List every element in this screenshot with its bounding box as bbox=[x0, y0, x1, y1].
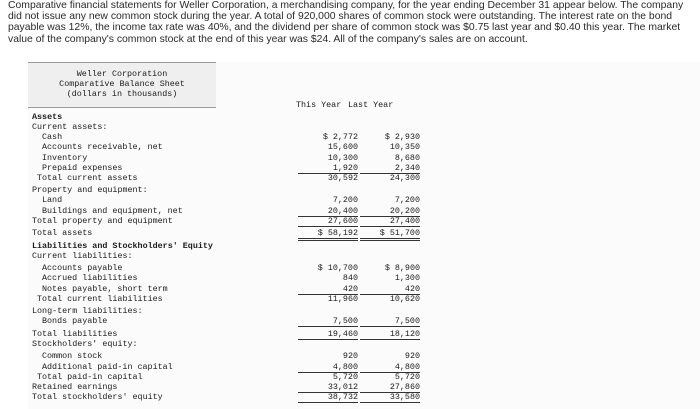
value-this-year: 20,400 bbox=[298, 206, 358, 217]
value-this-year: 7,500 bbox=[298, 316, 358, 327]
value-last-year: 420 bbox=[360, 284, 420, 295]
value-last-year: 27,860 bbox=[360, 382, 420, 393]
value-last-year: 18,120 bbox=[360, 329, 420, 340]
row-label: Property and equipment: bbox=[32, 185, 148, 196]
balance-sheet bbox=[28, 62, 700, 409]
value-this-year: 27,600 bbox=[298, 216, 358, 227]
value-this-year: 11,960 bbox=[327, 293, 358, 304]
value-this-year: 420 bbox=[298, 284, 358, 295]
value-last-year: 24,300 bbox=[389, 172, 420, 183]
company-name: Weller Corporation bbox=[76, 69, 168, 79]
value-last-year: 920 bbox=[404, 351, 420, 362]
row-label: Long-term liabilities: bbox=[32, 306, 143, 317]
value-this-year: $ 10,700 bbox=[317, 263, 358, 274]
value-last-year: 10,620 bbox=[389, 293, 420, 304]
row-label: Bonds payable bbox=[42, 316, 108, 327]
row-label: Land bbox=[42, 195, 63, 206]
row-label: Common stock bbox=[42, 351, 103, 362]
row-label: Total liabilities bbox=[32, 328, 118, 339]
row-label: Liabilities and Stockholders' Equity bbox=[32, 240, 213, 251]
row-label: Total current assets bbox=[37, 172, 138, 183]
row-label: Accounts receivable, net bbox=[42, 142, 163, 153]
value-this-year: 33,012 bbox=[298, 382, 358, 393]
row-label: Current liabilities: bbox=[32, 250, 133, 261]
row-label: Buildings and equipment, net bbox=[42, 205, 183, 216]
value-last-year: $ 51,700 bbox=[360, 228, 420, 241]
value-this-year: 38,732 bbox=[298, 392, 358, 403]
value-last-year: 1,300 bbox=[394, 273, 420, 284]
value-this-year: 7,200 bbox=[332, 195, 358, 206]
statement-title: Comparative Balance Sheet bbox=[59, 79, 185, 89]
value-this-year: 15,600 bbox=[327, 142, 358, 153]
value-this-year: 920 bbox=[342, 351, 358, 362]
value-last-year: 8,680 bbox=[394, 152, 420, 163]
row-label: Notes payable, short term bbox=[42, 283, 168, 294]
problem-statement: Comparative financial statements for Weller Corporation, a merchandising company, for the year ending December 31 appear below. The company did not issue any new common stock during the year. A total of 920,000 shares of common stock were outstanding. The interest rate on the bond payable was 12%, the income tax rate was 40%, and the dividend per share of common stock was $0.75 last year and $0.40 this year. The market value of the company's common stock at the end of this year was $24. All of the company's sales are on account. bbox=[8, 0, 684, 45]
row-label: Accrued liabilities bbox=[42, 273, 138, 284]
row-label: Total assets bbox=[32, 228, 93, 239]
row-label: Total stockholders' equity bbox=[32, 392, 163, 402]
value-this-year: 5,720 bbox=[332, 371, 358, 382]
units-note: (dollars in thousands) bbox=[66, 89, 178, 99]
row-label: Total current liabilities bbox=[37, 293, 163, 304]
row-label: Additional paid-in capital bbox=[42, 361, 173, 372]
value-last-year: 10,350 bbox=[389, 142, 420, 153]
value-last-year: 27,400 bbox=[360, 216, 420, 227]
value-this-year: $ 58,192 bbox=[298, 228, 358, 241]
value-last-year: 20,200 bbox=[360, 206, 420, 217]
value-this-year: $ 2,772 bbox=[322, 132, 358, 143]
value-this-year: 30,592 bbox=[327, 172, 358, 183]
value-this-year: 840 bbox=[342, 273, 358, 284]
row-label: Retained earnings bbox=[32, 381, 118, 392]
value-last-year: $ 8,900 bbox=[384, 263, 420, 274]
column-header-last-year: Last Year bbox=[348, 100, 394, 110]
value-this-year: 4,800 bbox=[298, 362, 358, 373]
value-this-year: 10,300 bbox=[327, 152, 358, 163]
row-label: Inventory bbox=[42, 152, 88, 163]
column-header-this-year: This Year bbox=[296, 100, 342, 110]
value-last-year: 2,340 bbox=[360, 163, 420, 174]
row-label: Assets bbox=[32, 112, 63, 122]
row-label: Current assets: bbox=[32, 122, 108, 133]
row-label: Total paid-in capital bbox=[37, 371, 143, 382]
row-label: Prepaid expenses bbox=[42, 162, 123, 173]
balance-sheet-header bbox=[28, 62, 216, 108]
row-label: Accounts payable bbox=[42, 263, 123, 274]
value-last-year: 33,580 bbox=[360, 392, 420, 403]
value-last-year: 5,720 bbox=[394, 371, 420, 382]
value-last-year: 4,800 bbox=[360, 362, 420, 373]
value-last-year: $ 2,930 bbox=[384, 132, 420, 143]
row-label: Total property and equipment bbox=[32, 215, 173, 226]
row-label: Stockholders' equity: bbox=[32, 338, 138, 349]
value-this-year: 1,920 bbox=[298, 163, 358, 174]
row-label: Cash bbox=[42, 132, 63, 143]
value-last-year: 7,500 bbox=[360, 316, 420, 327]
value-last-year: 7,200 bbox=[394, 195, 420, 206]
value-this-year: 19,460 bbox=[298, 329, 358, 340]
